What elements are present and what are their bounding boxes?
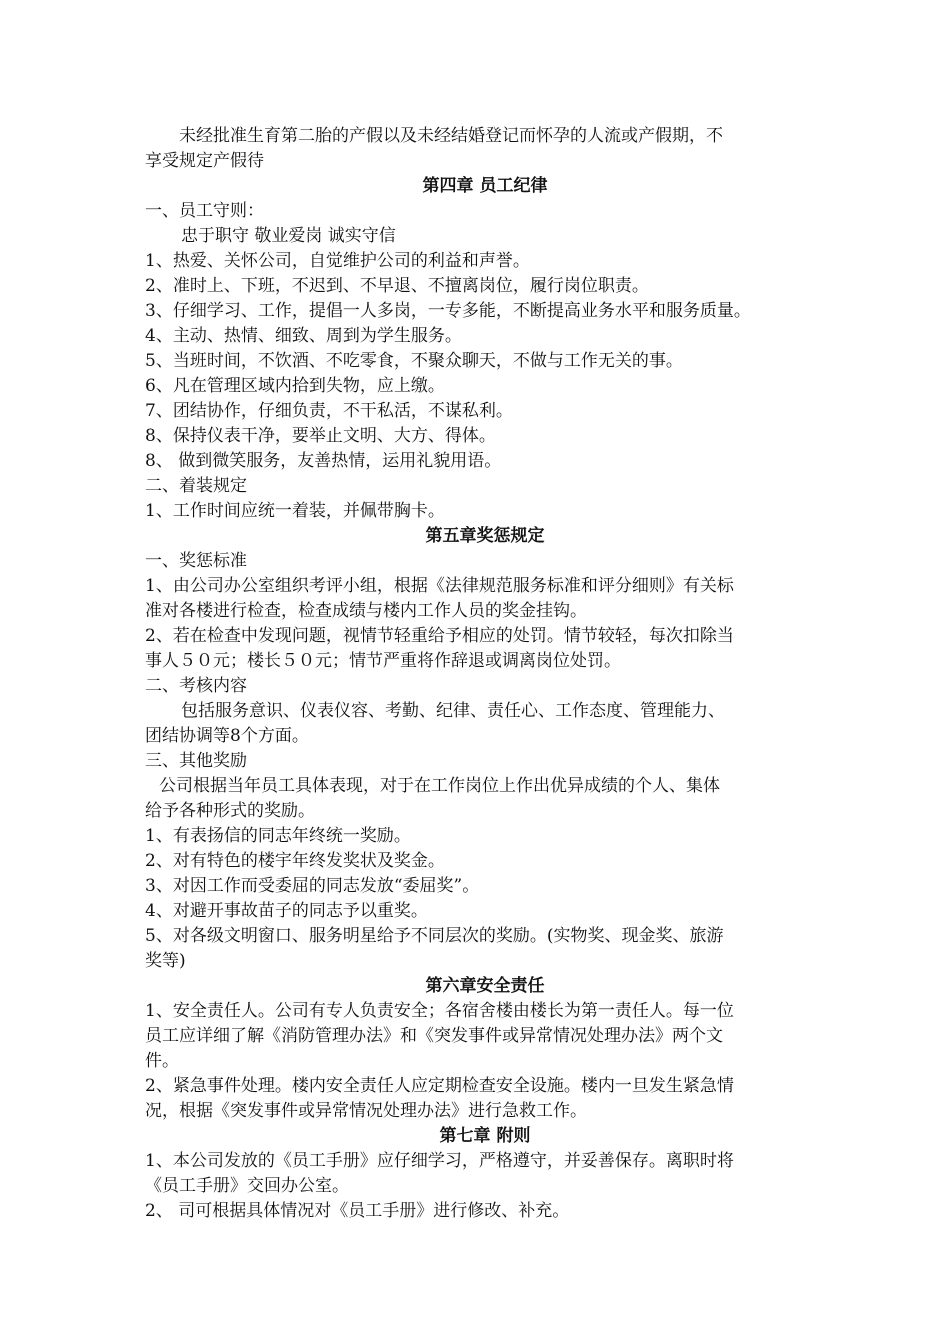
section-heading: 二、着装规定: [145, 476, 247, 496]
list-item: 1、工作时间应统一着装，并佩带胸卡。: [145, 501, 445, 521]
paragraph-line: 件。: [145, 1051, 179, 1071]
paragraph-line: 况，根据《突发事件或异常情况处理办法》进行急救工作。: [145, 1101, 587, 1121]
section-heading: 一、奖惩标准: [145, 551, 247, 571]
list-item: 3、仔细学习、工作，提倡一人多岗，一专多能，不断提高业务水平和服务质量。: [145, 301, 751, 321]
paragraph-line: 团结协调等8个方面。: [145, 726, 309, 746]
list-item: 7、团结协作，仔细负责，不干私活，不谋私利。: [145, 401, 513, 421]
list-item: 1、由公司办公室组织考评小组，根据《法律规范服务标准和评分细则》有关标: [145, 576, 734, 596]
list-item: 5、当班时间，不饮酒、不吃零食，不聚众聊天，不做与工作无关的事。: [145, 351, 683, 371]
paragraph-line: 给予各种形式的奖励。: [145, 801, 315, 821]
list-item: 1、安全责任人。公司有专人负责安全；各宿舍楼由楼长为第一责任人。每一位: [145, 1001, 734, 1021]
list-item: 5、对各级文明窗口、服务明星给予不同层次的奖励。(实物奖、现金奖、旅游: [145, 926, 724, 946]
list-item: 8、 做到微笑服务，友善热情，运用礼貌用语。: [145, 451, 502, 471]
paragraph-line: 忠于职守 敬业爱岗 诚实守信: [181, 226, 396, 246]
paragraph-line: 包括服务意识、仪表仪容、考勤、纪律、责任心、工作态度、管理能力、: [181, 701, 725, 721]
paragraph-line: 享受规定产假待: [145, 151, 264, 171]
list-item: 2、对有特色的楼宇年终发奖状及奖金。: [145, 851, 445, 871]
list-item: 2、准时上、下班，不迟到、不早退、不擅离岗位，履行岗位职责。: [145, 276, 649, 296]
list-item: 2、紧急事件处理。楼内安全责任人应定期检查安全设施。楼内一旦发生紧急情: [145, 1076, 734, 1096]
list-item: 1、本公司发放的《员工手册》应仔细学习，严格遵守，并妥善保存。离职时将: [145, 1151, 734, 1171]
paragraph-line: 事人５０元；楼长５０元；情节严重将作辞退或调离岗位处罚。: [145, 651, 621, 671]
list-item: 4、对避开事故苗子的同志予以重奖。: [145, 901, 428, 921]
section-heading: 一、员工守则：: [145, 201, 264, 221]
chapter-heading: 第四章 员工纪律: [422, 176, 548, 196]
list-item: 4、主动、热情、细致、周到为学生服务。: [145, 326, 462, 346]
chapter-heading: 第六章安全责任: [425, 976, 545, 996]
section-heading: 二、考核内容: [145, 676, 247, 696]
list-item: 1、热爱、关怀公司，自觉维护公司的利益和声誉。: [145, 251, 530, 271]
list-item: 3、对因工作而受委屈的同志发放“委屈奖”。: [145, 876, 480, 896]
paragraph-line: 公司根据当年员工具体表现，对于在工作岗位上作出优异成绩的个人、集体: [159, 776, 720, 796]
list-item: 1、有表扬信的同志年终统一奖励。: [145, 826, 411, 846]
chapter-heading: 第五章奖惩规定: [425, 526, 545, 546]
list-item: 6、凡在管理区域内拾到失物，应上缴。: [145, 376, 445, 396]
paragraph-line: 未经批准生育第二胎的产假以及未经结婚登记而怀孕的人流或产假期，不: [179, 126, 723, 146]
list-item: 2、 司可根据具体情况对《员工手册》进行修改、补充。: [145, 1201, 570, 1221]
paragraph-line: 准对各楼进行检查，检查成绩与楼内工作人员的奖金挂钩。: [145, 601, 587, 621]
paragraph-line: 员工应详细了解《消防管理办法》和《突发事件或异常情况处理办法》两个文: [145, 1026, 723, 1046]
section-heading: 三、其他奖励: [145, 751, 247, 771]
paragraph-line: 奖等): [145, 951, 186, 971]
paragraph-line: 《员工手册》交回办公室。: [145, 1176, 349, 1196]
list-item: 8、保持仪表干净，要举止文明、大方、得体。: [145, 426, 496, 446]
document-page: [145, 124, 825, 1224]
list-item: 2、若在检查中发现问题，视情节轻重给予相应的处罚。情节较轻，每次扣除当: [145, 626, 734, 646]
chapter-heading: 第七章 附则: [439, 1126, 531, 1146]
